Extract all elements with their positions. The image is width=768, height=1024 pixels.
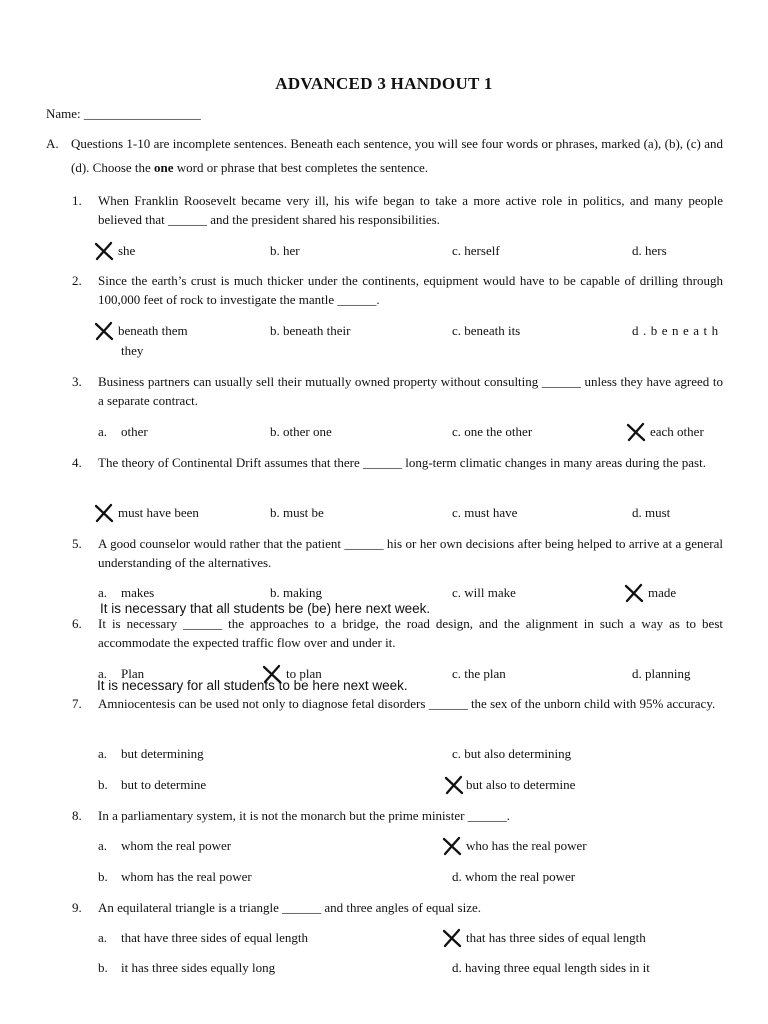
question-stem: A good counselor would rather that the patient ______ his or her own decisions after being helped to arrive at a general understanding of the alternatives. — [98, 536, 723, 570]
option-c[interactable]: c. the plan — [452, 666, 506, 681]
question-stem: It is necessary ______ the approaches to a bridge, the road design, and the alignment in such a way as to best accommodate the expected traffic flow over and under it. — [98, 616, 723, 650]
option-a[interactable]: a. makes — [98, 585, 155, 600]
option-b[interactable]: b. beneath their — [270, 323, 351, 338]
option-b[interactable]: b. must be — [270, 505, 324, 520]
name-field: Name: __________________ — [46, 106, 201, 121]
option-b[interactable]: b. but to determine — [98, 777, 207, 792]
question-number: 8. — [72, 808, 82, 823]
option-d[interactable]: d. having three equal length sides in it — [452, 960, 650, 975]
option-c[interactable]: c. one the other — [452, 424, 533, 439]
question-number: 2. — [72, 273, 82, 288]
option-c[interactable]: c. beneath its — [452, 323, 521, 338]
option-b[interactable]: b. other one — [270, 424, 332, 439]
option-d[interactable]: d. must — [632, 505, 671, 520]
question-1 — [72, 191, 723, 229]
handwritten-note: It is necessary that all students be (be) here next week. — [100, 601, 431, 616]
option-a[interactable]: a. Plan — [98, 666, 145, 681]
option-d[interactable]: each other — [630, 422, 704, 441]
question-stem: In a parliamentary system, it is not the monarch but the prime minister ______. — [98, 808, 510, 823]
option-a[interactable]: a. whom the real power — [98, 838, 232, 853]
option-d[interactable]: d.beneath — [632, 323, 723, 338]
question-6 — [72, 614, 723, 652]
option-b[interactable]: b. her — [270, 243, 300, 258]
question-number: 6. — [72, 616, 82, 631]
option-a[interactable]: a. that have three sides of equal length — [98, 930, 308, 945]
question-number: 5. — [72, 536, 82, 551]
option-d[interactable]: d. whom the real power — [452, 869, 576, 884]
question-number: 4. — [72, 455, 82, 470]
question-3 — [72, 372, 723, 410]
handwritten-note: It is necessary for all students to be here next week. — [97, 678, 408, 693]
question-stem: An equilateral triangle is a triangle ______ and three angles of equal size. — [98, 900, 481, 915]
question-stem: Since the earth’s crust is much thicker under the continents, equipment would have to be capable of drilling through 100,000 feet of rock to investigate the mantle ______. — [98, 273, 723, 307]
option-a[interactable]: a. but determining — [98, 746, 204, 761]
option-d[interactable]: made — [628, 583, 676, 602]
option-b[interactable]: to plan — [266, 664, 322, 683]
option-c[interactable]: who has the real power — [446, 836, 587, 855]
question-stem: When Franklin Roosevelt became very ill, his wife began to take a more active role in politics, and many people believed that ______ and the president shared his responsibilities. — [98, 193, 723, 227]
option-c[interactable]: c. will make — [452, 585, 516, 600]
option-a[interactable]: beneath them — [98, 321, 188, 340]
question-2 — [72, 271, 723, 309]
option-b[interactable]: b. whom has the real power — [98, 869, 252, 884]
question-number: 9. — [72, 900, 82, 915]
option-c[interactable]: c. but also determining — [452, 746, 572, 761]
option-d[interactable]: d. planning — [632, 666, 691, 681]
option-b[interactable]: b. it has three sides equally long — [98, 960, 276, 975]
instruction-text: Questions 1-10 are incomplete sentences. Beneath each sentence, you will see four words or phrases, marked (a), (b), (c) and (d). Choose the one word or phrase that best completes the sentence. — [71, 136, 723, 175]
question-number: 3. — [72, 374, 82, 389]
option-b[interactable]: b. making — [270, 585, 322, 600]
question-8 — [72, 806, 723, 825]
option-a[interactable]: she — [98, 241, 135, 260]
question-number: 1. — [72, 193, 82, 208]
question-number: 7. — [72, 696, 82, 711]
question-stem: Business partners can usually sell their mutually owned property without consulting ______ unless they have agreed to a separate contract. — [98, 374, 723, 408]
question-stem: Amniocentesis can be used not only to diagnose fetal disorders ______ the sex of the unborn child with 95% accuracy. — [98, 696, 716, 711]
instructions — [46, 132, 723, 180]
page-title: ADVANCED 3 HANDOUT 1 — [275, 74, 493, 93]
option-c[interactable]: c. must have — [452, 505, 518, 520]
option-c[interactable]: that has three sides of equal length — [446, 928, 646, 947]
option-a-wrap: they — [121, 343, 144, 358]
section-label: A. — [46, 136, 59, 151]
question-9 — [72, 898, 723, 917]
question-4 — [72, 453, 723, 472]
option-a[interactable]: must have been — [98, 503, 199, 522]
option-d[interactable]: but also to determine — [448, 775, 575, 794]
option-a[interactable]: a. other — [98, 424, 148, 439]
question-5 — [72, 534, 723, 572]
question-7 — [72, 694, 723, 713]
option-d[interactable]: d. hers — [632, 243, 667, 258]
question-stem: The theory of Continental Drift assumes that there ______ long-term climatic changes in many areas during the past. — [98, 455, 706, 470]
option-c[interactable]: c. herself — [452, 243, 500, 258]
